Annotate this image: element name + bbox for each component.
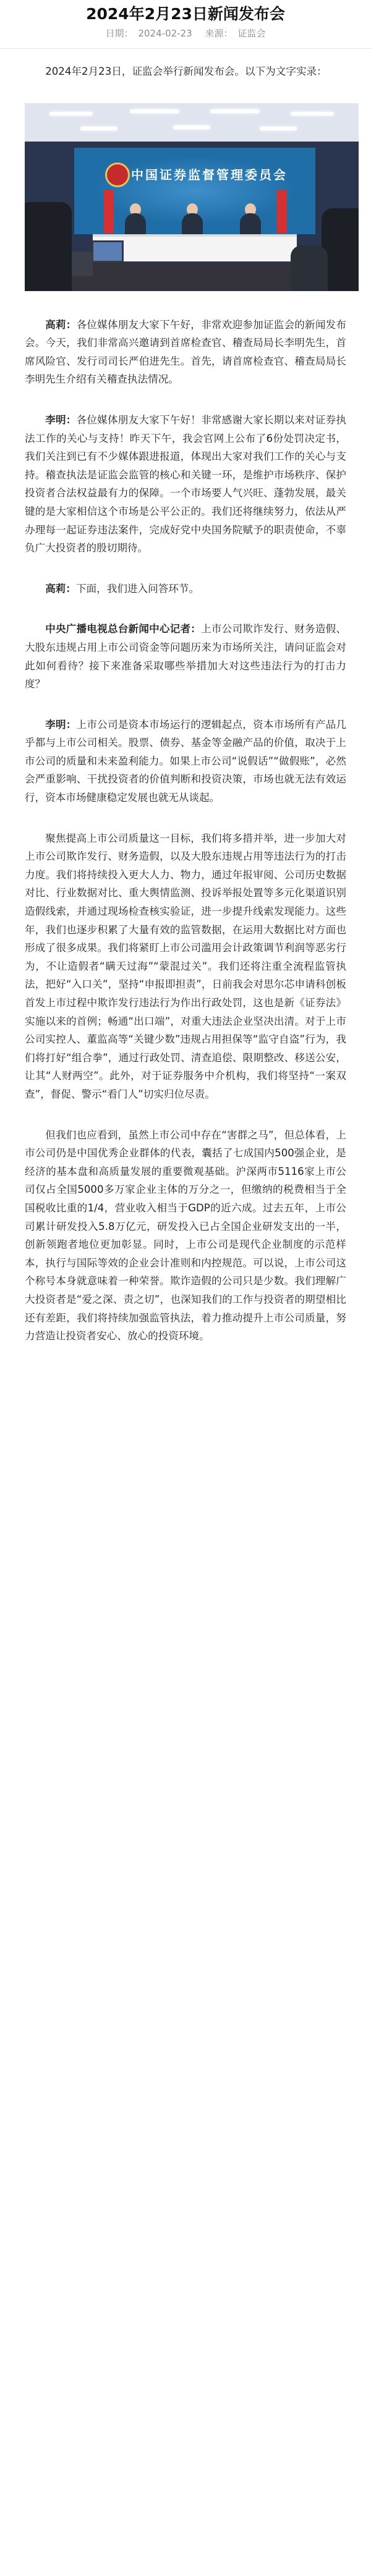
audience-figure	[291, 245, 328, 291]
source-value: 证监会	[237, 28, 266, 39]
speaker-name: 李明：	[45, 718, 77, 731]
ceiling-light	[291, 112, 334, 116]
question-paragraph	[25, 620, 346, 693]
ceiling-light	[80, 127, 117, 130]
source-group	[202, 28, 268, 39]
ceiling-light	[210, 109, 260, 113]
answer-paragraph	[25, 716, 346, 807]
speaker-name: 高莉：	[45, 582, 76, 595]
intro-text: 2024年2月23日，证监会举行新闻发布会。以下为文字实录：	[45, 66, 327, 77]
flag-icon	[277, 190, 287, 233]
csrc-emblem-icon	[105, 163, 130, 187]
answer-paragraph	[25, 829, 346, 1104]
ceiling-light	[49, 112, 93, 116]
answer-paragraph	[25, 1126, 346, 1345]
flag-icon	[104, 190, 114, 233]
article-body	[0, 62, 371, 1345]
answer-text: 但我们也应看到，虽然上市公司中存在“害群之马”，但总体看，上市公司仍是中国优秀企业群体的代表，囊括了七成国内500强企业，是经济的基本盘和高质量发展的重要微观基础。沪深两市5116家上市公司仅占全国5000多万家企业主体的万分之一，但缴纳的税费相当于全国税收比重的1/4，营业收入相当于GDP的近六成。过去五年，上市公司累计研发投入5.8万亿元，研发投入已占全国企业研发支出的一半，创新领跑者地位更加彰显。同时，上市公司是现代企业制度的示范样本，执行与国际等效的企业会计准则和内控规范。可以说，上市公司这个称号本身就意味着一种荣誉。欺诈造假的公司只是少数。我们理解广大投资者是“爱之深、责之切”，也深知我们的工作与投资者的期望相比还有差距，我们将持续加强监管执法，着力推动提升上市公司质量，努力营造让投资者安心、放心的投资环境。	[25, 1129, 346, 1342]
speech-text: 下面，我们进入问答环节。	[75, 582, 200, 595]
question-text: 上市公司欺诈发行、财务造假、大股东违规占用上市公司资金等问题历来为市场所关注，请问证监会对此如何看待？接下来准备采取哪些举措加大对这些违法行为的打击力度？	[25, 623, 347, 690]
speech-text: 各位媒体朋友大家下午好！非常感谢大家长期以来对证券执法工作的关心与支持！昨天下午，我会官网上公布了6份处罚决定书，我们关注到已有不少媒体跟进报道，体现出大家对我们工作的关心与支持。稽查执法是证监会监管的核心和关键一环，是维护市场秩序、保护投资者合法权益最有力的保障。一个市场要人气兴旺、蓬勃发展，最关键的是大家相信这个市场是公平公正的。我们还将继续努力，依法从严办理每一起证券违法案件，完成好党中央国务院赋予的职责使命，不辜负广大投资者的殷切期待。	[25, 413, 347, 554]
speech-paragraph	[25, 580, 346, 598]
speech-paragraph	[25, 316, 346, 389]
speaker-name: 李明：	[45, 413, 77, 426]
laptop-screen	[92, 240, 124, 263]
intro-paragraph	[25, 62, 346, 81]
backdrop-text: 中国证券监督管理委员会	[131, 167, 288, 182]
ceiling-light	[173, 125, 210, 129]
audience-figure	[25, 202, 72, 291]
speaker-name: 高莉：	[45, 318, 77, 331]
source-label: 来源：	[205, 28, 233, 39]
speech-text: 各位媒体朋友大家下午好，非常欢迎参加证监会的新闻发布会。今天，我们非常高兴邀请到首席检查官、稽查局局长李明先生，首席风险官、发行司司长严伯进先生。首先，请首席检查官、稽查局局长李明先生介绍有关稽查执法情况。	[25, 318, 347, 386]
date-value: 2024-02-23	[138, 28, 192, 39]
article-meta	[0, 26, 371, 41]
speaker-name: 中央广播电视总台新闻中心记者：	[45, 623, 202, 635]
ceiling-light	[130, 109, 179, 113]
article-title: 2024年2月23日新闻发布会	[86, 5, 285, 23]
date-label: 日期：	[105, 28, 134, 39]
answer-text: 上市公司是资本市场运行的逻辑起点，资本市场所有产品几乎都与上市公司相关。股票、债券、基金等金融产品的价值，取决于上市公司的质量和未来盈利能力。如果上市公司“说假话”“做假账”，必然会严重影响、干扰投资者的价值判断和投资决策，市场也就无法有效运行，资本市场健康稳定发展也就无从谈起。	[25, 718, 347, 804]
ceiling-light	[260, 127, 297, 130]
photo-ceiling	[25, 103, 359, 142]
answer-text: 聚焦提高上市公司质量这一目标，我们将多措并举，进一步加大对上市公司欺诈发行、财务造假，以及大股东违规占用等违法行为的打击力度。我们将持续投入更大人力、物力，通过年报审阅、公司历史数据对比、行业数据对比、重大舆情监测、投诉举报处置等多元化渠道识别造假线索，并通过现场检查核实验证，进一步提升线索发现能力。这些年，我们也逐步积累了大量有效的监管数据，在运用大数据比对方面也形成了很多成果。我们将紧盯上市公司滥用会计政策调节利润等恶劣行为，不让造假者“瞒天过海”“蒙混过关”。我们还将注重全流程监管执法，把好“入口关”，坚持“申报即担责”，日前我会对思尔芯申请科创板首发上市过程中欺诈发行违法行为作出行政处罚，这也是新《证券法》实施以来的首例；畅通“出口端”，对重大违法企业坚决出清。对于上市公司实控人、董监高等“关键少数”违规占用担保等“监守自盗”行为，我们将打好“组合拳”，通过行政处罚、清查追偿、限期整改、移送公安，让其“人财两空”。此外，对于证券服务中介机构，我们将坚持“一案双查”，督促、警示“看门人”切实归位尽责。	[25, 832, 346, 1100]
speech-paragraph	[25, 411, 346, 557]
press-conference-photo	[25, 103, 359, 291]
date-group	[103, 28, 194, 39]
header-divider	[0, 48, 371, 49]
